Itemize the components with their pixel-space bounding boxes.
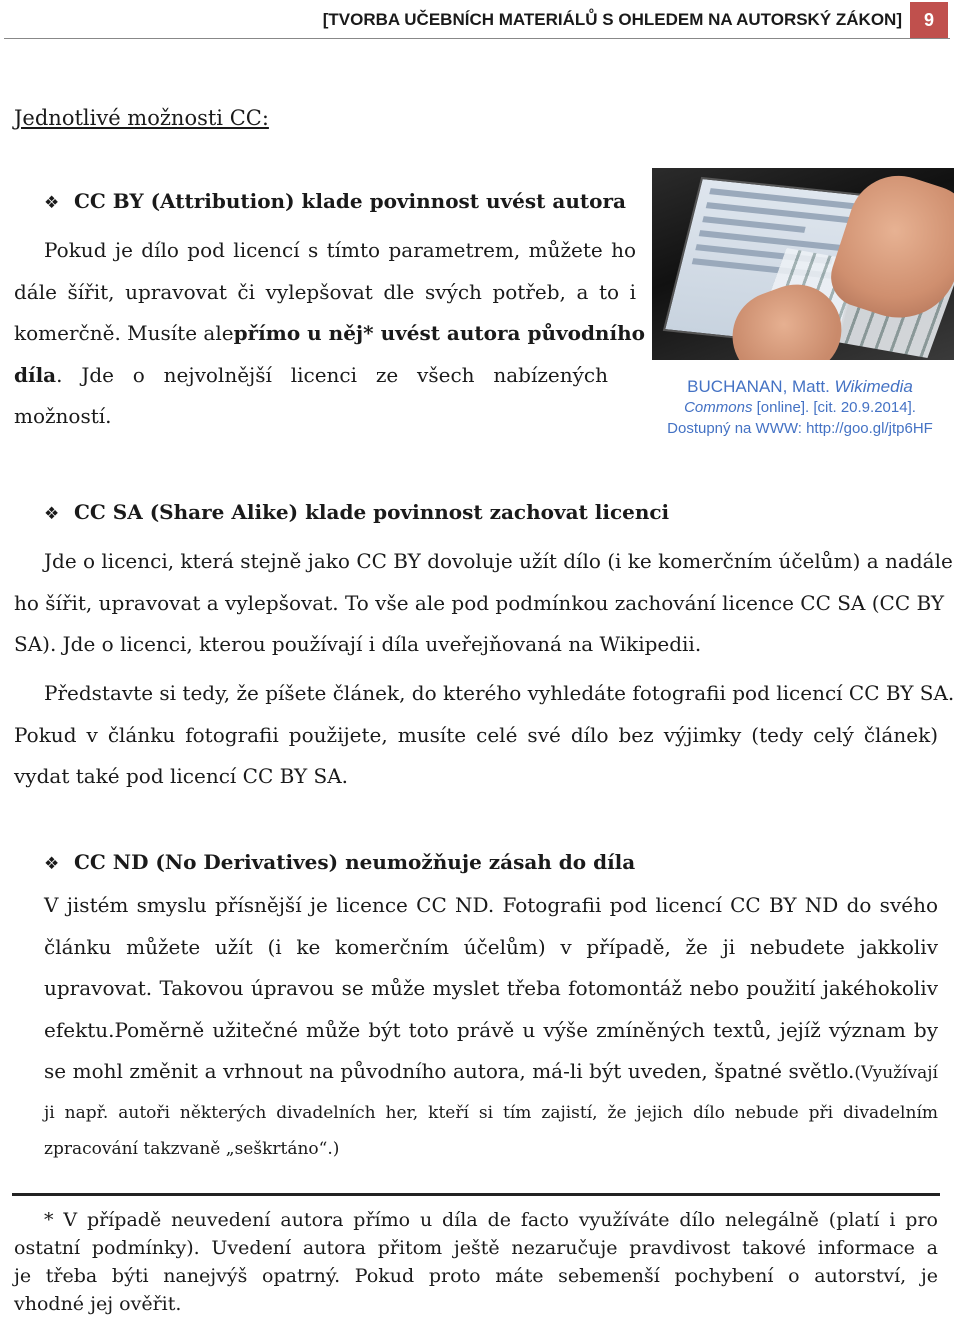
text-line: Představte si tedy, že píšete článek, do kterého vyhledáte fotografii pod licencí CC BY SA. [44, 681, 955, 705]
section-heading: Jednotlivé možnosti CC: [14, 106, 269, 130]
bold-text-span: přímo u něj* uvést autora původního [233, 321, 645, 345]
cc-nd-heading-text: CC ND (No Derivatives) neumožňuje zásah do díla [74, 850, 636, 874]
small-text-span: (Využívají [854, 1063, 938, 1083]
text-line: zpracování takzvaně „seškrtáno“.) [44, 1138, 340, 1159]
footnote-line: * V případě neuvedení autora přímo u díla de facto využíváte dílo nelegálně (platí i pro [44, 1209, 938, 1231]
caption-italic: Commons [684, 399, 753, 416]
text-line: upravovat. Takovou úpravou se může myslet třeba fotomontáž nebo použití jakéhokoliv [44, 976, 938, 1000]
text-line [14, 313, 645, 355]
caption-line [645, 376, 955, 397]
figure-caption [645, 376, 955, 439]
text-line [44, 1051, 938, 1095]
header-title: [TVORBA UČEBNÍCH MATERIÁLŮ S OHLEDEM NA AUTORSKÝ ZÁKON] [322, 10, 902, 29]
page-number-badge: 9 [910, 2, 948, 38]
footnote-divider [12, 1193, 940, 1196]
caption-text: [online]. [cit. 20.9.2014]. [756, 399, 916, 416]
footnote-line: ostatní podmínky). Uvedení autora přitom ještě nezaručuje pravdivost takové informace a [14, 1237, 938, 1259]
bold-text-span: díla [14, 362, 57, 387]
cc-nd-heading [44, 850, 635, 874]
cc-by-heading [44, 189, 626, 213]
text-line: ji např. autoři některých divadelních her, kteří si tím zajistí, že jejich dílo nebude při divadelním [44, 1102, 938, 1123]
text-line: SA). Jde o licenci, kterou používají i díla uveřejňovaná na Wikipedii. [14, 632, 702, 656]
tablet-typing-photo [652, 168, 954, 360]
text-line: V jistém smyslu přísnější je licence CC ND. Fotografii pod licencí CC BY ND do svého [44, 893, 938, 917]
cc-by-paragraph [14, 230, 645, 438]
text-span: se mohl změnit a vrhnout na původního autora, má-li být uveden, špatné světlo. [44, 1059, 855, 1083]
text-line: efektu.Poměrně užitečné může být toto právě u výše zmíněných textů, jejíž význam by [44, 1017, 938, 1042]
caption-line: Dostupný na WWW: http://goo.gl/jtp6HF [667, 420, 933, 437]
cc-nd-paragraph [44, 885, 938, 1167]
text-line: Jde o licenci, která stejně jako CC BY dovoluje užít dílo (i ke komerčním účelům) a nadále [44, 549, 953, 573]
text-line: článku můžete užít (i ke komerčním účelům) v případě, že ji nebudete jakkoliv [44, 934, 938, 959]
page-header [0, 0, 960, 40]
diamond-bullet-icon: ❖ [44, 193, 60, 213]
text-line: vydat také pod licencí CC BY SA. [14, 764, 349, 788]
cc-sa-heading [44, 500, 669, 524]
text-line: dále šířit, upravovat či vylepšovat dle svých potřeb, a to i [14, 279, 636, 304]
text-span: komerčně. Musíte ale [14, 321, 234, 345]
text-line: ho šířit, upravovat a vylepšovat. To vše ale pod podmínkou zachování licence CC SA (CC BY [14, 590, 945, 615]
cc-sa-paragraph-2 [14, 673, 955, 798]
diamond-bullet-icon: ❖ [44, 854, 60, 874]
caption-text: BUCHANAN, Matt. [687, 377, 830, 396]
text-line: možností. [14, 404, 112, 428]
diamond-bullet-icon: ❖ [44, 504, 60, 524]
footnote [14, 1206, 938, 1318]
footnote-line: je třeba býti nanejvýš opatrný. Pokud proto máte sebemenší pochybení o autorství, je [14, 1265, 938, 1287]
text-line: Pokud v článku fotografii použijete, musíte celé své dílo bez výjimky (tedy celý článek) [14, 722, 938, 747]
header-divider [4, 38, 950, 39]
footnote-line: vhodné jej ověřit. [14, 1293, 182, 1315]
text-line: Pokud je dílo pod licencí s tímto parametrem, můžete ho [44, 238, 636, 262]
caption-line [645, 397, 955, 418]
cc-sa-heading-text: CC SA (Share Alike) klade povinnost zachovat licenci [74, 500, 670, 524]
cc-by-heading-text: CC BY (Attribution) klade povinnost uvést autora [74, 189, 626, 213]
caption-italic: Wikimedia [834, 377, 913, 396]
cc-sa-paragraph-1 [14, 541, 953, 666]
text-span: . Jde o nejvolnější licenci ze všech nabízených [56, 362, 608, 387]
text-line [14, 355, 608, 397]
